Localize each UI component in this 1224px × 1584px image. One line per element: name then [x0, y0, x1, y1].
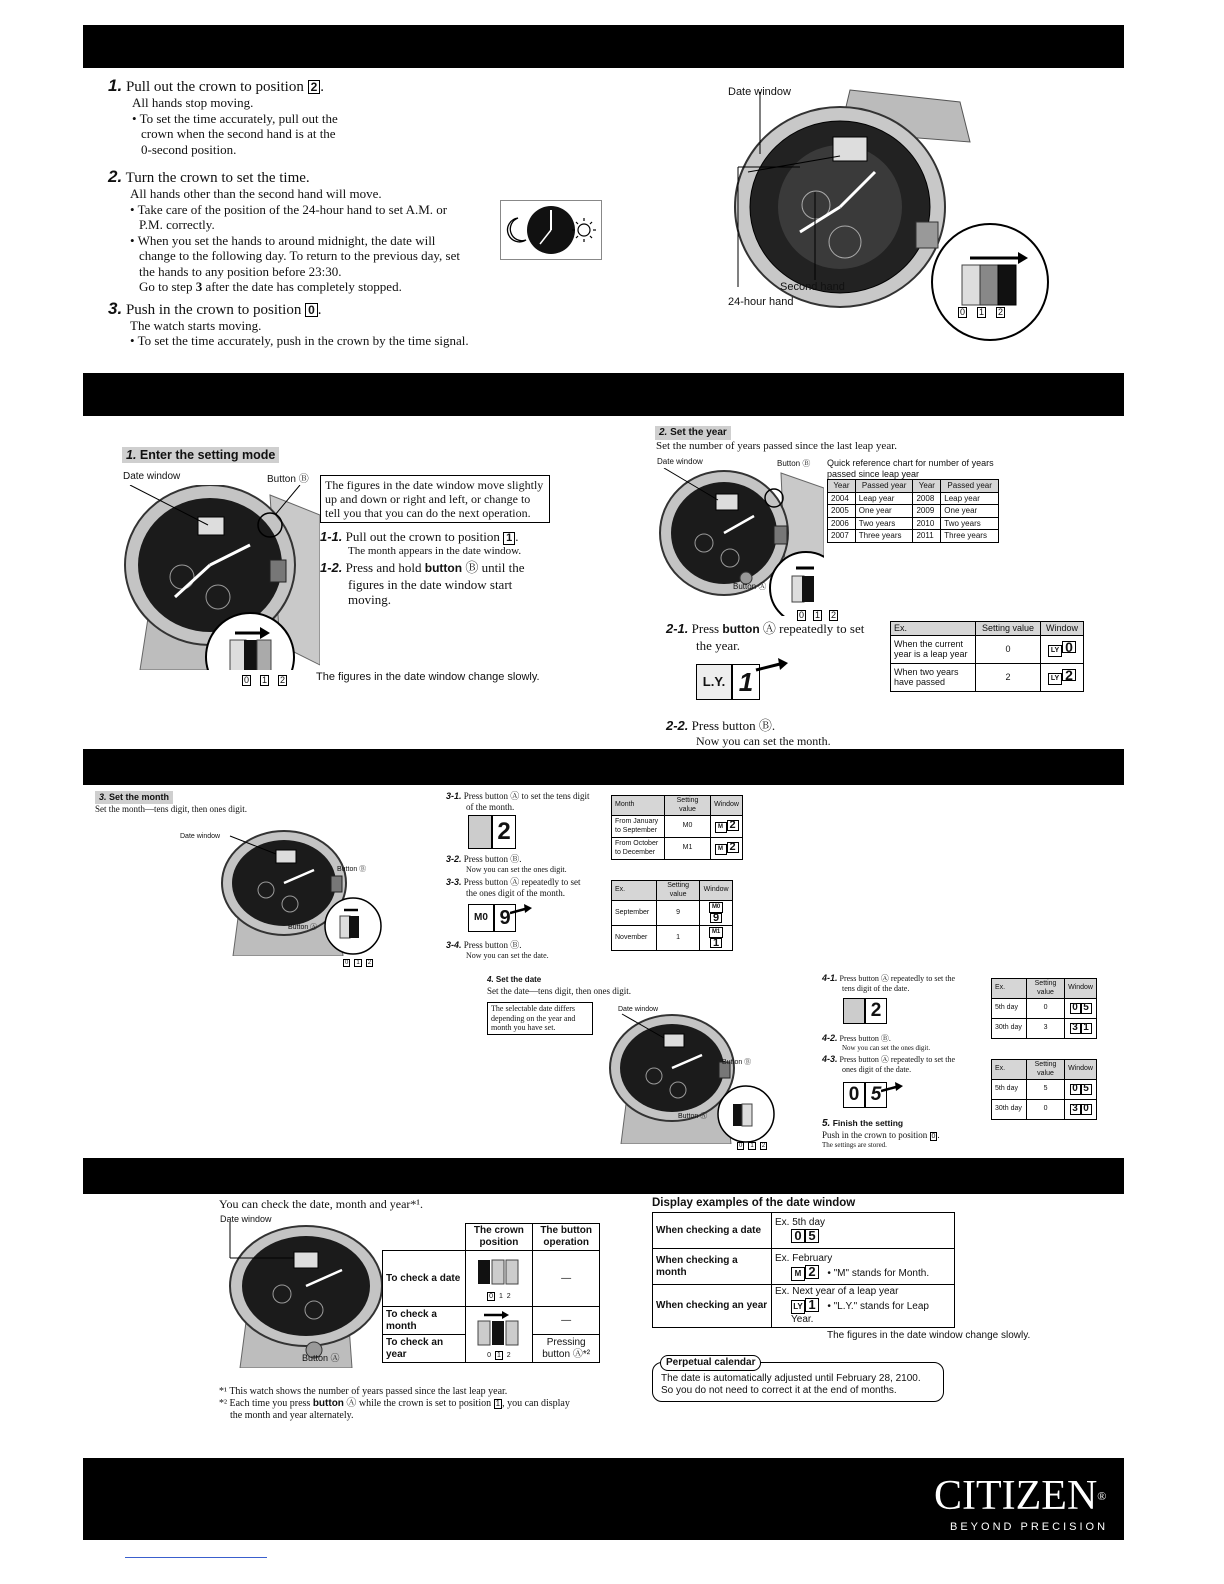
- window-ly: LY: [791, 1300, 805, 1314]
- window-ly: LY: [1048, 645, 1062, 658]
- table-value: 0: [1027, 999, 1065, 1019]
- table-header: Window: [1065, 979, 1097, 999]
- table-header: Setting value: [1027, 979, 1065, 999]
- step-text: Push in the crown to position: [822, 1129, 928, 1140]
- watch-illustration-month: [218, 828, 388, 956]
- step-5-finish: 5. Finish the setting Push in the crown to position 0 . The settings are stored.: [822, 1118, 940, 1149]
- step-text: The settings are stored.: [822, 1140, 887, 1149]
- tag-number: 4.: [487, 975, 494, 984]
- check-row-label: To check a month: [383, 1307, 466, 1335]
- table-header: Setting value: [665, 796, 711, 816]
- chart-title-line: passed since leap year: [827, 468, 920, 479]
- date-ones-illustration: [843, 1082, 903, 1108]
- watch-illustration-enter: [120, 485, 320, 670]
- table-cell: From October to December: [612, 838, 665, 860]
- date-tens-table: [991, 978, 1097, 1039]
- crown-pos-2: 2: [761, 1143, 766, 1149]
- brand-tagline: BEYOND PRECISION: [950, 1521, 1109, 1533]
- time-steps: 1. Pull out the crown to position 2 . All hands stop moving. • To set the time accurately, pull out the crown when the second hand is at the 0-second position. 2. Turn the crown to set the time. All hands other than the second hand will move. • Take care of the position of the 24-hour hand to set A.M. or P.M. correctly. • When you set the hands to around midnight, the date will change to the following day. To return to the previous day, set the hands to any position before 23:30. Go to step 3 after the date has completely stopped. 3. Push in the crown to position 0 . The watch starts moving. • To set the time accurately, push in the crown by the time signal.: [108, 78, 628, 349]
- footnote-2-text: Ⓐ while the crown is set to position: [343, 1398, 494, 1409]
- display-examples-table: [652, 1212, 955, 1328]
- table-value: 1: [657, 926, 700, 951]
- chart-header: Year: [828, 480, 856, 493]
- step-2-2: [666, 718, 831, 748]
- section-header-calendar-bar: [83, 373, 1124, 416]
- crown-pos-1: 1: [262, 675, 268, 685]
- window-digit: 2: [1062, 669, 1076, 682]
- step-emph: button: [424, 561, 463, 575]
- crown-position-box: 2: [308, 80, 321, 94]
- chart-cell: Three years: [941, 530, 999, 543]
- label-button-a: Button Ⓐ: [288, 924, 318, 931]
- crown-pos-2: 2: [998, 307, 1004, 317]
- step-text: the ones digit of the month.: [466, 887, 565, 898]
- crown-pos-2: 2: [280, 675, 286, 685]
- label-date-window: Date window: [728, 86, 791, 98]
- ex-value: 2: [976, 663, 1041, 691]
- crown-pos-1: 1: [496, 1351, 501, 1359]
- display-row-ex: Ex. Next year of a leap year: [775, 1286, 899, 1297]
- step-text: Go to step: [139, 279, 196, 294]
- ex-value: 0: [976, 635, 1041, 663]
- step-text: moving.: [348, 592, 391, 607]
- chart-cell: Three years: [855, 530, 913, 543]
- display-caption: The figures in the date window change slowly.: [827, 1330, 1031, 1341]
- display-row-label: When checking an year: [653, 1285, 772, 1328]
- step-text: Press: [691, 621, 723, 636]
- step-title: Pull out the crown to position: [125, 79, 304, 95]
- step-text: Press button Ⓑ.: [463, 854, 522, 864]
- label-date-window: Date window: [123, 471, 181, 482]
- table-header: Setting value: [657, 881, 700, 901]
- crown-pos-2: 2: [506, 1351, 511, 1359]
- step-bullet: • To set the time accurately, push in the crown by the time signal.: [130, 333, 469, 348]
- step-text: Now you can set the ones digit.: [842, 1043, 931, 1052]
- chart-cell: 2007: [828, 530, 856, 543]
- table-value: 9: [657, 901, 700, 926]
- ex-cell: When two years have passed: [891, 663, 976, 691]
- note-line: depending on the year and: [491, 1013, 576, 1023]
- crown-pos-0: 0: [345, 960, 349, 966]
- step-text: tens digit of the date.: [842, 983, 910, 993]
- step-tag-month: [95, 791, 173, 804]
- step-title: Push in the crown to position: [125, 301, 302, 318]
- step-title: Finish the setting: [832, 1118, 904, 1128]
- display-row-label: When checking a date: [653, 1213, 772, 1249]
- window-tens: 0: [843, 1082, 865, 1108]
- table-header: Window: [1065, 1060, 1097, 1080]
- check-row-op: —: [533, 1307, 600, 1335]
- step-emph: button: [722, 622, 760, 636]
- window-tens: 0: [1070, 1084, 1081, 1095]
- step-bullet: • Take care of the position of the 24-hour hand to set A.M. or: [130, 201, 448, 217]
- crown-position-box: 0: [931, 1132, 936, 1140]
- chart-cell: One year: [855, 505, 913, 518]
- crown-position-indicators: [343, 951, 373, 969]
- month-subtitle: Set the month—tens digit, then ones digit.: [95, 804, 247, 814]
- check-row-op: —: [533, 1251, 600, 1307]
- chart-cell: 2006: [828, 517, 856, 530]
- step-number: 1.: [108, 76, 123, 95]
- window-digit: 0: [1062, 641, 1076, 654]
- table-header: Window: [711, 796, 743, 816]
- enter-steps: 1-1. Pull out the crown to position 1 . The month appears in the date window. 1-2. Press and hold button Ⓑ until the figures in the date window start moving.: [320, 529, 560, 608]
- chart-cell: 2005: [828, 505, 856, 518]
- crown-pos-2: 2: [367, 960, 372, 966]
- note-box-enter: [320, 475, 550, 523]
- step-number: 4-1.: [822, 973, 838, 983]
- citizen-logo: [934, 1474, 1106, 1518]
- step-number: 1-2.: [320, 560, 343, 575]
- tag-number: 1.: [126, 448, 137, 462]
- step-text: Press button Ⓐ repeatedly to set the: [839, 1055, 956, 1064]
- 24-hour-dial-illustration: [500, 200, 602, 260]
- crown-position-box: 1: [503, 532, 515, 545]
- check-footnotes: [219, 1386, 570, 1422]
- crown-position-indicators: [242, 670, 287, 688]
- step-bullet-cont: crown when the second hand is at the: [141, 126, 336, 141]
- window-tens: 3: [1070, 1023, 1081, 1034]
- step-number: 3-4.: [446, 940, 462, 950]
- step-number: 2-2.: [666, 718, 689, 733]
- label-button-b: Button Ⓑ: [337, 866, 367, 873]
- table-header: Ex.: [992, 1060, 1027, 1080]
- window-digit: 0: [1081, 1104, 1092, 1115]
- window-digit: 5: [1081, 1084, 1092, 1095]
- label-button-b: Button Ⓑ: [267, 474, 309, 485]
- footer-rule: [125, 1557, 267, 1558]
- step-3-3: [446, 877, 612, 898]
- window-digit: 5: [865, 1082, 887, 1108]
- crown-pos-2: 2: [506, 1292, 511, 1300]
- display-row-ex: Ex. February: [775, 1252, 833, 1264]
- step-text: Press button Ⓑ.: [463, 940, 522, 950]
- ex-header: Ex.: [891, 622, 976, 636]
- section-header-check-bar: [83, 1158, 1124, 1194]
- crown-illustration-icon: [474, 1256, 524, 1288]
- step-text: All hands stop moving.: [132, 95, 254, 110]
- month-tens-table: [611, 795, 743, 860]
- label-24-hour-hand: 24-hour hand: [728, 296, 794, 308]
- crown-pos-0: 0: [489, 1292, 494, 1300]
- crown-pos-0: 0: [799, 610, 805, 620]
- display-row-label: When checking a month: [653, 1249, 772, 1285]
- ex-header: Setting value: [976, 622, 1041, 636]
- footnote-2-text: *² Each time you press: [219, 1398, 313, 1409]
- table-header: Window: [700, 881, 733, 901]
- window-digit: 2: [492, 815, 516, 849]
- step-text: Press button Ⓑ.: [691, 718, 776, 733]
- table-cell: 5th day: [992, 999, 1027, 1019]
- table-cell: From January to September: [612, 816, 665, 838]
- step-text: Press button Ⓐ repeatedly to set: [463, 877, 581, 887]
- step-number: 1-1.: [320, 529, 343, 544]
- chart-cell: Two years: [855, 517, 913, 530]
- step-3-2: [446, 854, 567, 874]
- chart-cell: 2010: [913, 517, 941, 530]
- label-date-window: Date window: [180, 833, 221, 840]
- window-m: M: [715, 844, 727, 855]
- footnote-2-text: , you can display: [502, 1398, 570, 1409]
- step-3-1: [446, 791, 612, 812]
- month-ones-table: [611, 880, 733, 951]
- note-line: up and down or right and left, or change to: [325, 492, 531, 506]
- table-header: Ex.: [992, 979, 1027, 999]
- step-number: 4-2.: [822, 1033, 838, 1043]
- tag-title: Set the date: [495, 975, 542, 984]
- crown-pos-1: 1: [750, 1143, 754, 1149]
- window-digit: 1: [1081, 1023, 1092, 1034]
- label-date-window: Date window: [618, 1006, 659, 1013]
- crown-pos-0: 0: [487, 1351, 492, 1359]
- step-bullet-cont: P.M. correctly.: [139, 217, 215, 232]
- chart-header: Passed year: [855, 480, 913, 493]
- step-tag-date: [487, 975, 541, 985]
- step-text: All hands other than the second hand will move.: [130, 186, 382, 201]
- table-header: The button operation: [533, 1224, 600, 1251]
- chart-cell: 2009: [913, 505, 941, 518]
- step-text: ones digit of the date.: [842, 1064, 912, 1074]
- window-digit: 1: [805, 1298, 819, 1312]
- table-header: The crown position: [465, 1224, 533, 1251]
- step-number: 3-3.: [446, 877, 462, 887]
- crown-position-indicators: [958, 302, 1005, 320]
- check-row-op: Pressing button Ⓐ*²: [533, 1335, 600, 1363]
- table-value: 5: [1027, 1080, 1065, 1100]
- step-text: Press button Ⓐ to set the tens digit: [463, 791, 590, 801]
- table-header: Setting value: [1027, 1060, 1065, 1080]
- chart-cell: One year: [941, 505, 999, 518]
- window-ly: LY: [1048, 673, 1062, 686]
- crown-pulled-illustration-icon: [474, 1309, 524, 1347]
- note-line: month you have set.: [491, 1023, 556, 1032]
- label-second-hand: Second hand: [780, 281, 845, 293]
- pc-line: The date is automatically adjusted until February 28, 2100.: [661, 1373, 921, 1384]
- window-m: M0: [468, 904, 494, 932]
- table-cell: 30th day: [992, 1019, 1027, 1039]
- note-line: The selectable date differs: [491, 1004, 576, 1013]
- window-digit: 1: [710, 938, 722, 949]
- step-number: 2-1.: [666, 621, 689, 636]
- crown-pos-0: 0: [960, 307, 966, 317]
- step-title: Pull out the crown to position: [345, 529, 500, 544]
- tag-number: 3.: [99, 792, 107, 802]
- step-text: The month appears in the date window.: [348, 545, 522, 557]
- display-examples-title: Display examples of the date window: [652, 1197, 856, 1209]
- chart-cell: Two years: [941, 517, 999, 530]
- note-box-date: [487, 1002, 593, 1035]
- step-number: 3-1.: [446, 791, 462, 801]
- step-number: 4-3.: [822, 1054, 838, 1064]
- table-cell: November: [612, 926, 657, 951]
- chart-title: [827, 458, 994, 479]
- window-digit: 2: [727, 820, 739, 831]
- step-bullet-cont: the hands to any position before 23:30.: [139, 263, 342, 279]
- label-button-b: Button Ⓑ: [777, 459, 811, 468]
- window-tens: 0: [1070, 1003, 1081, 1014]
- window-digit: 2: [805, 1265, 819, 1279]
- month-tens-illustration: [468, 815, 518, 851]
- window-digit: 5: [1081, 1003, 1092, 1014]
- step-bullet-cont: change to the following day. To return to the previous day, set: [139, 248, 461, 263]
- crown-position-indicators: [737, 1134, 767, 1152]
- chart-header: Passed year: [941, 480, 999, 493]
- display-row-note: • "L.Y." stands for Leap Year.: [791, 1301, 929, 1325]
- window-ly: L.Y.: [696, 664, 732, 700]
- date-subtitle: Set the date—tens digit, then ones digit.: [487, 986, 631, 996]
- step-2-1: [666, 621, 886, 653]
- step-4-3: [822, 1055, 987, 1074]
- section-header-month-bar: [83, 749, 1124, 785]
- label-date-window: Date window: [220, 1214, 272, 1224]
- label-button-a: Button Ⓐ: [302, 1353, 340, 1363]
- crown-pos-1: 1: [979, 307, 985, 317]
- brand-name: CITIZEN: [934, 1473, 1098, 1519]
- crown-pos-1: 1: [815, 610, 821, 620]
- table-header: Month: [612, 796, 665, 816]
- footnote-1: *¹ This watch shows the number of years passed since the last leap year.: [219, 1386, 508, 1397]
- registered-mark: ®: [1097, 1489, 1107, 1503]
- step-number: 3.: [108, 298, 123, 318]
- crown-pos-2: 2: [831, 610, 837, 620]
- table-cell: September: [612, 901, 657, 926]
- step-ref: 3: [195, 279, 203, 294]
- step-text: Ⓐ repeatedly to set: [759, 621, 865, 636]
- check-intro: You can check the date, month and year*¹.: [219, 1197, 423, 1211]
- watch-illustration-year: [656, 468, 824, 616]
- footnote-2-emph: button: [312, 1398, 344, 1409]
- ex-cell: When the current year is a leap year: [891, 635, 976, 663]
- crown-pos-1: 1: [356, 960, 360, 966]
- crown-pos-0: 0: [244, 675, 250, 685]
- step-text: Press and hold: [345, 560, 425, 575]
- perpetual-calendar-title: Perpetual calendar: [660, 1355, 761, 1371]
- chart-title-line: Quick reference chart for number of years: [827, 458, 994, 468]
- label-button-a: Button Ⓐ: [678, 1113, 708, 1120]
- watch-illustration-time: [730, 82, 1050, 352]
- step-text: Now you can set the date.: [466, 950, 549, 960]
- table-cell: 30th day: [992, 1100, 1027, 1120]
- display-row-note: • "M" stands for Month.: [827, 1267, 930, 1279]
- window-digit: 2: [865, 998, 887, 1024]
- step-text: Now you can set the month.: [696, 733, 831, 748]
- step-tag-year: [655, 426, 731, 440]
- window-digit: 9: [494, 904, 516, 932]
- date-ones-table: [991, 1059, 1097, 1120]
- tag-title: Set the month: [109, 792, 170, 802]
- chart-cell: Leap year: [941, 492, 999, 505]
- date-tens-illustration: [843, 998, 893, 1024]
- year-subtitle: Set the number of years passed since the last leap year.: [656, 440, 898, 452]
- step-number: 5.: [822, 1118, 831, 1129]
- check-table: [382, 1223, 600, 1363]
- leap-year-chart: [827, 479, 999, 543]
- step-tag-enter: [122, 447, 279, 463]
- table-cell: 5th day: [992, 1080, 1027, 1100]
- window-tens: 3: [1070, 1104, 1081, 1115]
- chart-cell: 2011: [913, 530, 941, 543]
- step-text: Press button Ⓑ.: [839, 1034, 891, 1043]
- check-row-label: To check an year: [383, 1335, 466, 1363]
- chart-cell: 2004: [828, 492, 856, 505]
- step-text: Now you can set the ones digit.: [466, 864, 567, 874]
- step-text: Ⓑ until the: [462, 560, 525, 575]
- footnote-2-cont: the month and year alternately.: [230, 1410, 354, 1421]
- tag-title: Set the year: [670, 427, 727, 438]
- table-value: M0: [665, 816, 711, 838]
- month-ones-illustration: [468, 904, 534, 934]
- chart-cell: Leap year: [855, 492, 913, 505]
- window-digit: 9: [710, 913, 722, 924]
- step-4-1: [822, 974, 987, 993]
- step-bullet: • When you set the hands to around midnight, the date will: [130, 232, 436, 248]
- crown-position-box: 0: [305, 303, 318, 317]
- step-text: after the date has completely stopped.: [202, 279, 402, 294]
- check-row-label: To check a date: [383, 1251, 466, 1307]
- watch-illustration-check: [222, 1222, 384, 1368]
- table-value: 0: [1027, 1100, 1065, 1120]
- crown-pos-0: 0: [739, 1143, 743, 1149]
- window-m: M0: [709, 902, 723, 913]
- note-line: The figures in the date window move slightly: [325, 478, 544, 492]
- label-button-b: Button Ⓑ: [722, 1059, 752, 1066]
- step-number: 3-2.: [446, 854, 462, 864]
- step-text: figures in the date window start: [348, 576, 513, 592]
- table-value: M1: [665, 838, 711, 860]
- chart-header: Year: [913, 480, 941, 493]
- tag-title: Enter the setting mode: [139, 448, 276, 462]
- display-row-ex: Ex. 5th day: [775, 1217, 826, 1228]
- table-header: Ex.: [612, 881, 657, 901]
- tag-number: 2.: [659, 427, 668, 438]
- step-3-4: [446, 940, 549, 960]
- step-4-2: [822, 1034, 930, 1052]
- chart-cell: 2008: [913, 492, 941, 505]
- table-value: 3: [1027, 1019, 1065, 1039]
- label-date-window: Date window: [657, 457, 703, 466]
- caption-figures-change: The figures in the date window change slowly.: [316, 671, 540, 683]
- window-digit: 2: [727, 842, 739, 853]
- year-window-illustration: [696, 658, 796, 704]
- step-bullet: • To set the time accurately, pull out the: [132, 110, 338, 126]
- crown-pos-1: 1: [498, 1292, 503, 1300]
- pc-line: So you do not need to correct it at the end of months.: [661, 1385, 897, 1396]
- note-line: tell you that you can do the next operation.: [325, 506, 531, 520]
- year-example-table: [890, 621, 1084, 692]
- window-m: M: [715, 822, 727, 833]
- label-button-a: Button Ⓐ: [733, 582, 767, 591]
- crown-position-box: 1: [495, 1399, 501, 1408]
- window-digit: 5: [805, 1229, 819, 1243]
- section-header-time-bar: [83, 25, 1124, 68]
- step-text: the year.: [696, 637, 741, 653]
- window-m: M: [791, 1267, 805, 1281]
- window-tens: 0: [791, 1229, 805, 1243]
- step-text: of the month.: [466, 801, 515, 812]
- window-m: M1: [709, 927, 723, 938]
- ex-header: Window: [1041, 622, 1084, 636]
- window-digit: 1: [732, 664, 760, 700]
- step-number: 2.: [108, 167, 123, 186]
- watch-illustration-date: [606, 1012, 776, 1144]
- step-title: Turn the crown to set the time.: [125, 170, 310, 186]
- step-text: The watch starts moving.: [130, 317, 262, 333]
- step-bullet-cont: 0-second position.: [141, 141, 237, 157]
- step-text: Press button Ⓐ repeatedly to set the: [839, 974, 956, 983]
